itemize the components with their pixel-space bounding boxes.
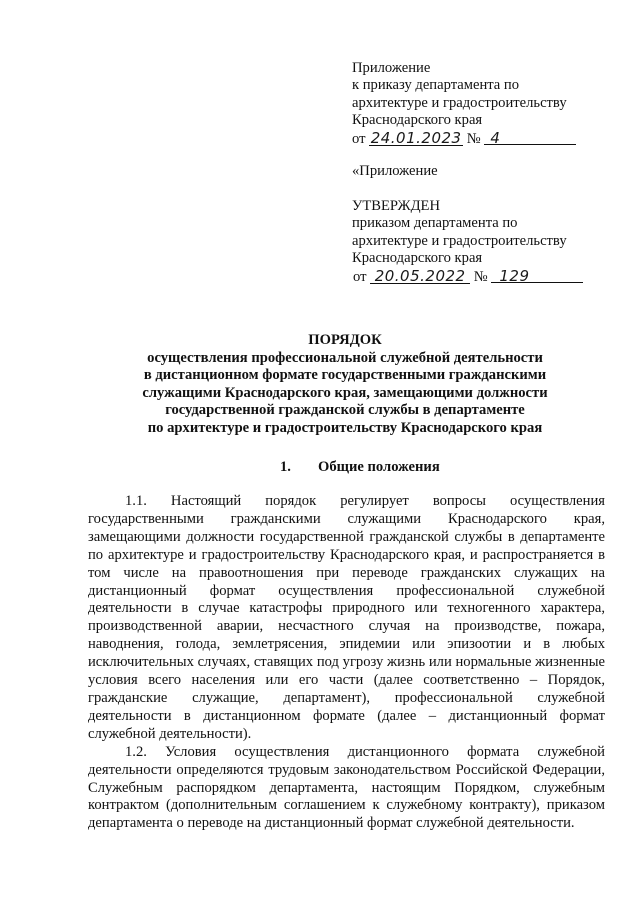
appendix-date-line <box>352 130 576 148</box>
title-subtitle-line: государственной гражданской службы в департаменте <box>165 402 525 418</box>
appendix-header-line: архитектуре и градостроительству <box>352 94 567 111</box>
section-body <box>88 493 605 833</box>
approved-date-line <box>353 268 583 286</box>
section-number: 1. <box>280 459 291 475</box>
approved-line: Краснодарского края <box>352 250 483 267</box>
appendix-header-line: к приказу департамента по <box>352 77 520 94</box>
title-subtitle-line: служащими Краснодарского края, замещающими должности <box>142 384 548 401</box>
title-subtitle-line: по архитектуре и градостроительству Краснодарского края <box>147 419 543 436</box>
appendix-header-line: Приложение <box>352 60 431 76</box>
title-heading: ПОРЯДОК <box>308 332 382 348</box>
appendix-number-handwritten: 4 <box>484 130 576 145</box>
number-sign: № <box>466 130 481 147</box>
inner-appendix <box>352 163 438 180</box>
approved-line: архитектуре и градостроительству <box>352 232 567 249</box>
section-heading <box>280 459 440 476</box>
number-sign: № <box>473 268 488 285</box>
approved-line: УТВЕРЖДЕН <box>352 198 440 214</box>
section-title: Общие положения <box>318 459 440 475</box>
appendix-header-line: Краснодарского края <box>352 112 483 129</box>
appendix-date-handwritten: 24.01.2023 <box>370 128 462 147</box>
paragraph: 1.2. Условия осуществления дистанционного формата служебной деятельности определяются трудовым законодательством Российской Федерации, Служебным распорядком департамента, настоящим Порядком, служебным контрактом (дополнительным соглашением к служебному контракту), приказом департамента о переводе на дистанционный формат служебной деятельности. <box>88 743 605 832</box>
approved-block <box>352 198 583 286</box>
approved-number-handwritten: 129 <box>491 268 583 283</box>
title-subtitle-line: осуществления профессиональной служебной деятельности <box>147 349 543 366</box>
date-prefix: от <box>353 268 367 285</box>
approved-line: приказом департамента по <box>352 215 518 232</box>
appendix-header <box>352 60 576 148</box>
inner-appendix-label: «Приложение <box>352 163 438 179</box>
document-title <box>80 332 610 437</box>
approved-date-handwritten: 20.05.2022 <box>370 268 470 284</box>
date-prefix: от <box>352 130 366 147</box>
paragraph: 1.1. Настоящий порядок регулирует вопросы осуществления государственными гражданскими служащими Краснодарского края, замещающими должности государственной гражданской службы в департаменте по архитектуре и градостроительству Краснодарского края, и распространяется в том числе на правоотношения при переводе гражданских служащих на дистанционный формат осуществления профессиональной служебной деятельности в случае катастрофы природного или техногенного характера, производственной аварии, несчастного случая на производстве, пожара, наводнения, голода, землетрясения, эпидемии или эпизоотии и в любых исключительных случаях, ставящих под угрозу жизнь или нормальные жизненные условия всего населения или его части (далее соответственно – Порядок, гражданские служащие, департамент), профессиональной служебной деятельности в дистанционном формате (далее – дистанционный формат служебной деятельности). <box>88 493 605 742</box>
title-subtitle-line: в дистанционном формате государственными гражданскими <box>143 367 547 383</box>
